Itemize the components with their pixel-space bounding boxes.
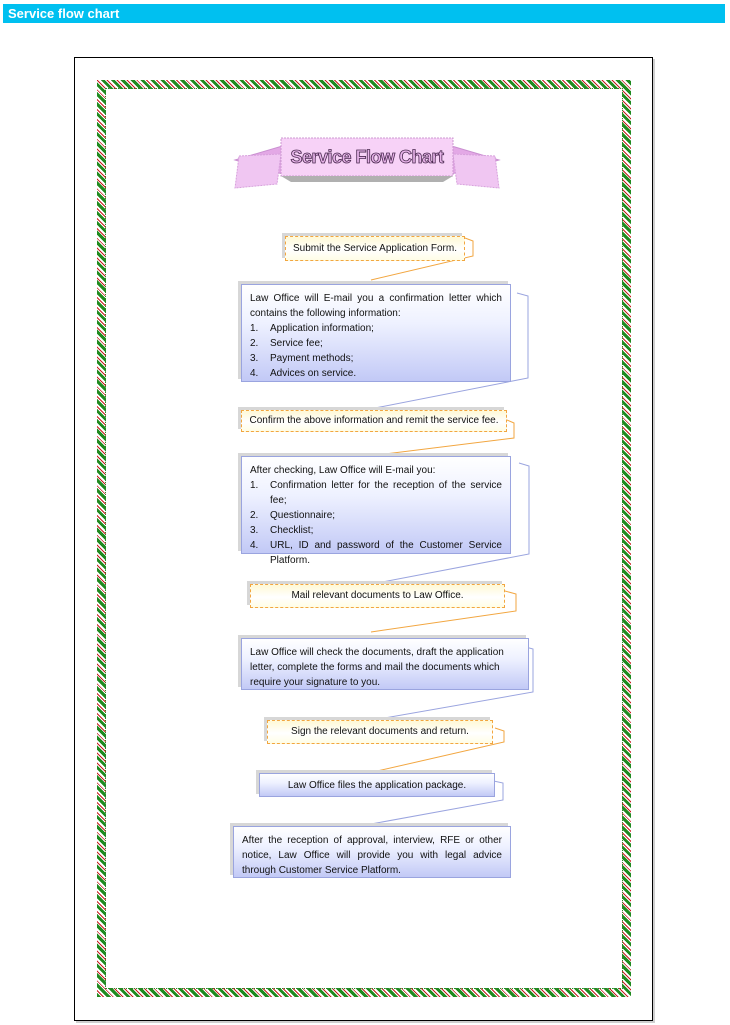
list-item: 2. Service fee; <box>250 338 323 349</box>
step-5-text: Mail relevant documents to Law Office. <box>291 590 464 601</box>
step-8-files-package <box>259 773 495 797</box>
step-7-text: Sign the relevant documents and return. <box>291 726 469 737</box>
list-item: 2. Questionnaire; <box>250 510 336 521</box>
step-2-intro: Law Office will E-mail you a confirmation letter which contains the following information: <box>250 293 502 319</box>
step-6-text: Law Office will check the documents, draft the application letter, complete the forms and mail the documents which require your signature to you. <box>250 647 504 688</box>
step-8-text: Law Office files the application package. <box>287 780 467 791</box>
step-5-mail-documents <box>250 584 505 608</box>
header-bar <box>3 4 725 23</box>
banner-title-text: Service Flow Chart <box>290 147 444 167</box>
step-4-intro: After checking, Law Office will E-mail you: <box>250 465 436 476</box>
step-2-confirmation-email <box>241 284 511 382</box>
page-title: Service flow chart <box>8 6 120 21</box>
step-3-text: Confirm the above information and remit the service fee. <box>249 415 499 426</box>
step-1-text: Submit the Service Application Form. <box>293 243 457 254</box>
step-7-sign-return <box>267 720 493 744</box>
list-item: 1. Application information; <box>250 323 374 334</box>
step-1-submit-form <box>285 236 465 261</box>
step-9-legal-advice <box>233 826 511 878</box>
list-item: 4. Advices on service. <box>250 368 357 379</box>
list-item: 3. Payment methods; <box>250 353 354 364</box>
list-item: 1. Confirmation letter for the reception of the service fee; <box>250 480 502 506</box>
step-4-email-after-checking <box>241 456 511 566</box>
list-item: 3. Checklist; <box>250 525 314 536</box>
step-3-confirm-remit-fee <box>241 410 507 432</box>
step-6-check-documents <box>241 638 529 690</box>
document-page <box>74 57 653 1021</box>
list-item: 4. URL, ID and password of the Customer Service Platform. <box>250 540 502 566</box>
title-banner <box>231 132 503 192</box>
step-9-text: After the reception of approval, interview, RFE or other notice, Law Office will provide you with legal advice through Customer Service Platform. <box>242 835 502 876</box>
